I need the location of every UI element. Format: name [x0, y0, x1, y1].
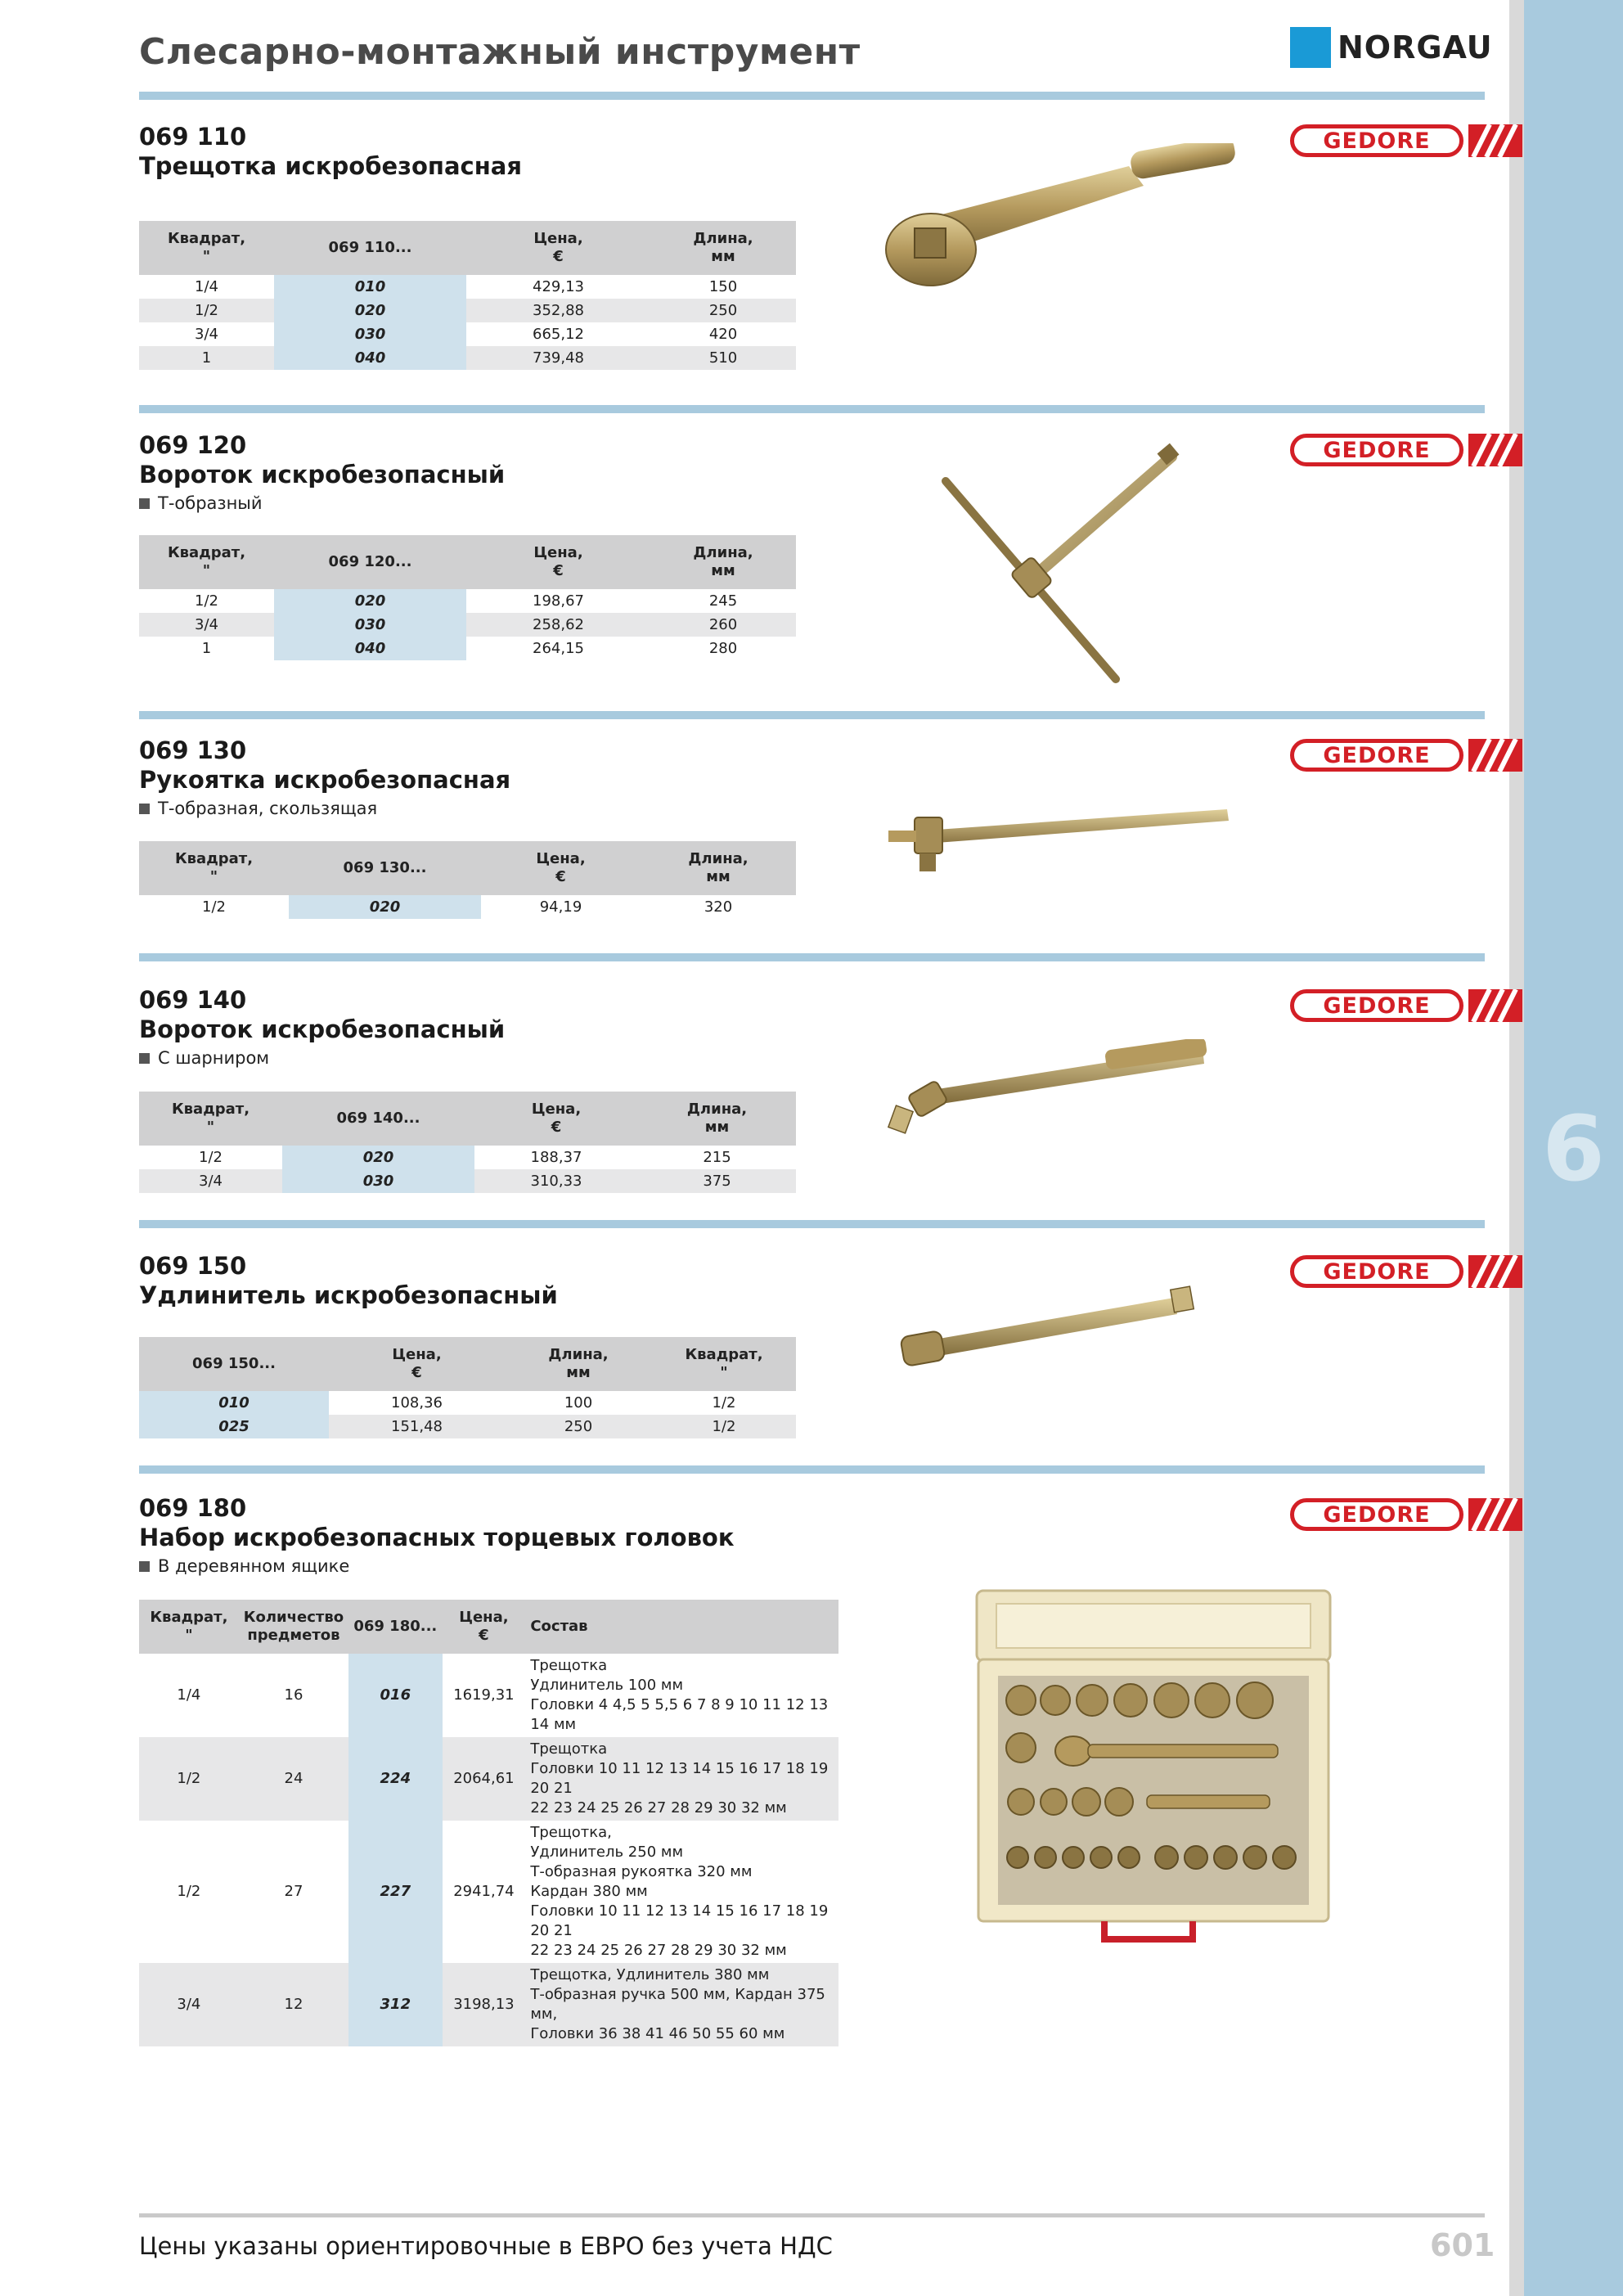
article-code: 016 [348, 1654, 442, 1737]
product-section-069140 [139, 986, 1485, 1068]
side-grey-band [1509, 0, 1524, 2296]
bullet-icon [139, 1053, 150, 1064]
column-header: Длина, мм [641, 841, 796, 895]
norgau-logo-square-icon [1290, 27, 1331, 68]
column-header: Длина, мм [650, 535, 796, 589]
set-contents: Трещотка Головки 10 11 12 13 14 15 16 17 18 19 20 21 22 23 24 25 26 27 28 29 30 32 мм [525, 1737, 838, 1821]
gedore-stripes-icon [1468, 1255, 1522, 1288]
footer-divider [139, 2213, 1485, 2217]
gedore-logo-text: GEDORE [1290, 989, 1463, 1022]
column-header: 069 130... [289, 841, 481, 895]
gedore-logo [1290, 434, 1522, 466]
table-row: 025 151,48 250 1/2 [139, 1415, 796, 1438]
product-subtitle: С шарниром [139, 1048, 1485, 1068]
column-header: Цена, € [474, 1092, 638, 1146]
section-divider [139, 92, 1485, 100]
column-header: Квадрат, " [139, 841, 289, 895]
gedore-logo-text: GEDORE [1290, 1255, 1463, 1288]
gedore-logo-text: GEDORE [1290, 434, 1463, 466]
product-section-069110 [139, 123, 1485, 180]
product-title: Набор искробезопасных торцевых головок [139, 1524, 735, 1551]
footer-note: Цены указаны ориентировочные в ЕВРО без учета НДС [139, 2232, 833, 2260]
gedore-logo-text: GEDORE [1290, 1498, 1463, 1531]
article-code: 020 [274, 589, 466, 613]
hinged-handle-image [883, 1039, 1211, 1146]
column-header: Цена, € [481, 841, 641, 895]
article-code: 227 [348, 1821, 442, 1963]
page-number: 601 [1430, 2227, 1495, 2263]
product-subtitle: Т-образный [139, 493, 1485, 513]
gedore-logo [1290, 989, 1522, 1022]
bullet-icon [139, 1561, 150, 1572]
article-code: 030 [274, 613, 466, 637]
price-table-069150 [139, 1337, 796, 1438]
section-divider [139, 1465, 1485, 1474]
column-header: Квадрат, " [139, 221, 274, 275]
product-code: 069 180 [139, 1494, 247, 1522]
article-code: 010 [274, 275, 466, 299]
table-row: 1/4 16 016 1619,31 Трещотка Удлинитель 100 мм Головки 4 4,5 5 5,5 6 7 8 9 10 11 12 13 14 мм [139, 1654, 838, 1737]
product-subtitle: Т-образная, скользящая [139, 799, 1485, 818]
article-code: 040 [274, 346, 466, 370]
gedore-stripes-icon [1468, 1498, 1522, 1531]
article-code: 020 [289, 895, 481, 919]
price-table-069180 [139, 1600, 838, 2046]
table-row: 1/2 020 198,67 245 [139, 589, 796, 613]
section-divider [139, 405, 1485, 413]
column-header: Цена, € [329, 1337, 505, 1391]
table-row: 3/4 030 665,12 420 [139, 322, 796, 346]
table-row: 1/2 27 227 2941,74 Трещотка, Удлинитель 250 мм Т-образная рукоятка 320 мм Кардан 380 мм Головки 10 11 12 13 14 15 16 17 18 19 20 21 22 23 24 25 26 27 28 29 30 32 мм [139, 1821, 838, 1963]
column-header: 069 110... [274, 221, 466, 275]
table-row: 010 108,36 100 1/2 [139, 1391, 796, 1415]
ratchet-image [883, 143, 1243, 290]
product-title: Удлинитель искробезопасный [139, 1281, 558, 1309]
gedore-logo-text: GEDORE [1290, 124, 1463, 157]
column-header: Цена, € [443, 1600, 526, 1654]
set-contents: Трещотка, Удлинитель 380 мм Т-образная ручка 500 мм, Кардан 375 мм, Головки 36 38 41 46 50 55 60 мм [525, 1963, 838, 2046]
column-header: Длина, мм [638, 1092, 796, 1146]
section-divider [139, 1220, 1485, 1228]
column-header: Квадрат, " [652, 1337, 796, 1391]
product-section-069120 [139, 431, 1485, 513]
sliding-t-bar-image [883, 798, 1235, 888]
product-title: Трещотка искробезопасная [139, 152, 522, 180]
article-code: 224 [348, 1737, 442, 1821]
table-row: 3/4 030 310,33 375 [139, 1169, 796, 1193]
set-contents: Трещотка Удлинитель 100 мм Головки 4 4,5 5 5,5 6 7 8 9 10 11 12 13 14 мм [530, 1657, 829, 1733]
product-code: 069 120 [139, 431, 247, 459]
article-code: 010 [139, 1391, 329, 1415]
gedore-logo [1290, 739, 1522, 772]
column-header: Цена, € [466, 535, 650, 589]
price-table-069140 [139, 1092, 796, 1193]
article-code: 025 [139, 1415, 329, 1438]
table-row: 1/2 020 352,88 250 [139, 299, 796, 322]
bullet-icon [139, 804, 150, 814]
column-header: 069 140... [282, 1092, 474, 1146]
price-table-069110 [139, 221, 796, 370]
column-header: Квадрат, " [139, 1092, 282, 1146]
price-table-069130 [139, 841, 796, 919]
column-header: Длина, мм [505, 1337, 652, 1391]
price-table-069120 [139, 535, 796, 660]
article-code: 030 [282, 1169, 474, 1193]
product-code: 069 130 [139, 736, 247, 764]
product-section-069130 [139, 736, 1485, 818]
column-header: Цена, € [466, 221, 650, 275]
section-divider [139, 711, 1485, 719]
gedore-logo-text: GEDORE [1290, 739, 1463, 772]
page-title: Слесарно-монтажный инструмент [139, 31, 861, 73]
column-header: Количество предметов [239, 1600, 348, 1654]
column-header: Длина, мм [650, 221, 796, 275]
product-code: 069 140 [139, 986, 247, 1014]
product-code: 069 150 [139, 1252, 247, 1280]
chapter-number: 6 [1542, 1096, 1605, 1201]
column-header: Квадрат, " [139, 1600, 239, 1654]
t-handle-image [933, 442, 1194, 687]
table-row: 3/4 12 312 3198,13 Трещотка, Удлинитель 380 мм Т-образная ручка 500 мм, Кардан 375 мм, Головки 36 38 41 46 50 55 60 мм [139, 1963, 838, 2046]
product-title: Вороток искробезопасный [139, 461, 506, 488]
section-divider [139, 953, 1485, 961]
table-row: 1 040 264,15 280 [139, 637, 796, 660]
gedore-stripes-icon [1468, 739, 1522, 772]
norgau-logo [1290, 27, 1493, 68]
column-header: 069 120... [274, 535, 466, 589]
gedore-stripes-icon [1468, 989, 1522, 1022]
socket-set-case-image [973, 1587, 1333, 1956]
table-row: 1/2 24 224 2064,61 Трещотка Головки 10 11 12 13 14 15 16 17 18 19 20 21 22 23 24 25 26 27 28 29 30 32 мм [139, 1737, 838, 1821]
column-header: Состав [525, 1600, 838, 1654]
set-contents: Трещотка, Удлинитель 250 мм Т-образная рукоятка 320 мм Кардан 380 мм Головки 10 11 12 13 14 15 16 17 18 19 20 21 22 23 24 25 26 27 28 29 30 32 мм [530, 1824, 829, 1959]
gedore-stripes-icon [1468, 434, 1522, 466]
gedore-logo [1290, 1255, 1522, 1288]
product-section-069150 [139, 1252, 1485, 1309]
column-header: Квадрат, " [139, 535, 274, 589]
article-code: 020 [274, 299, 466, 322]
column-header: 069 180... [348, 1600, 442, 1654]
product-subtitle: В деревянном ящике [139, 1556, 1485, 1576]
gedore-logo [1290, 124, 1522, 157]
article-code: 040 [274, 637, 466, 660]
gedore-stripes-icon [1468, 124, 1522, 157]
article-code: 020 [282, 1146, 474, 1169]
table-row: 1/2 020 94,19 320 [139, 895, 796, 919]
product-section-069180 [139, 1494, 1485, 1576]
extension-bar-image [896, 1276, 1203, 1375]
product-code: 069 110 [139, 123, 247, 151]
table-row: 3/4 030 258,62 260 [139, 613, 796, 637]
table-row: 1/2 020 188,37 215 [139, 1146, 796, 1169]
column-header: 069 150... [139, 1337, 329, 1391]
bullet-icon [139, 498, 150, 509]
gedore-logo [1290, 1498, 1522, 1531]
table-row: 1 040 739,48 510 [139, 346, 796, 370]
product-title: Вороток искробезопасный [139, 1015, 506, 1043]
article-code: 312 [348, 1963, 442, 2046]
norgau-logo-text: NORGAU [1338, 29, 1493, 65]
table-row: 1/4 010 429,13 150 [139, 275, 796, 299]
article-code: 030 [274, 322, 466, 346]
product-title: Рукоятка искробезопасная [139, 766, 511, 794]
